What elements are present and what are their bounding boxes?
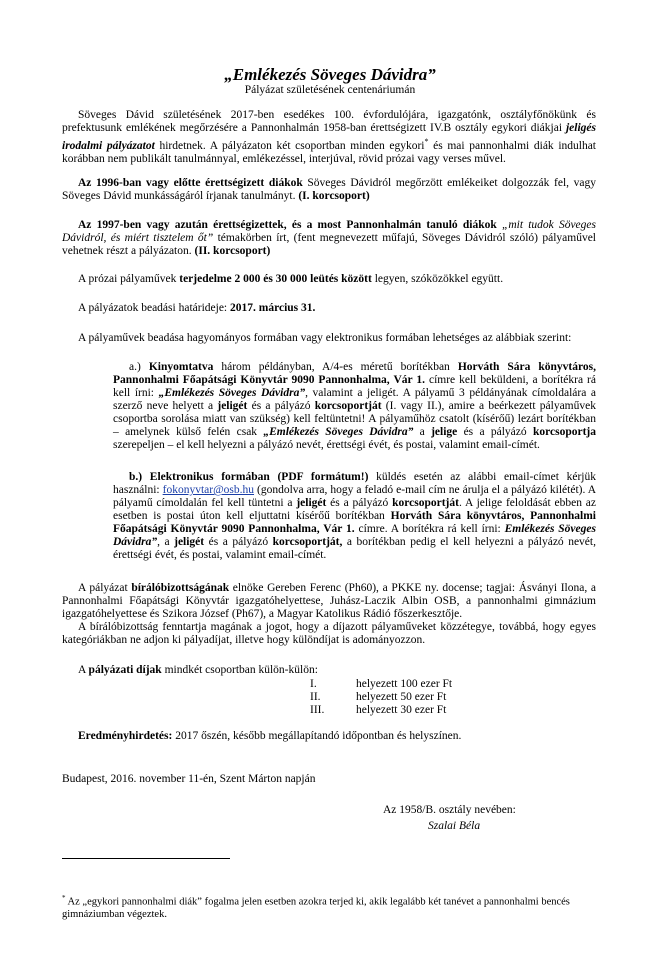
- option-a-t4: és a pályázó: [247, 400, 315, 412]
- prize-num-2: II.: [310, 691, 321, 703]
- option-a-bi2: „Emlékezés Söveges Dávidra”: [263, 426, 414, 438]
- footnote-divider: [62, 858, 230, 859]
- option-b-paragraph: [113, 471, 596, 562]
- length-limit: terjedelme 2 000 és 30 000 leütés között: [179, 273, 372, 285]
- document-title: „Emlékezés Söveges Dávidra”: [224, 65, 436, 84]
- option-b-bi1: Emlékezés Söveges Dávidra”: [113, 523, 596, 548]
- option-a-t5: (I. vagy II.), amire a beérkezett pályaművek csoportba sorolása miatt van szükség) kell feltüntetni! A pályaműhöz csatolt (kísérőű) lezárt borítékban – amelynek külső felén csak: [113, 400, 596, 438]
- prize-num-3: III.: [310, 704, 325, 716]
- footnote-sup: *: [62, 893, 66, 902]
- footnote-marker: *: [424, 137, 429, 146]
- option-b-b5: jeligét: [174, 536, 205, 548]
- document-subtitle: Pályázat születésének centenáriumán: [244, 84, 416, 96]
- option-a-t1: három példányban, A/4-es méretű borítékban: [213, 361, 458, 373]
- group1-label: (I. korcsoport): [298, 190, 370, 202]
- option-a-b6: korcsoportja: [532, 426, 596, 438]
- results-b1: Eredményhirdetés:: [78, 730, 173, 742]
- length-text-1: A prózai pályaművek: [78, 273, 180, 285]
- intro-emphasis: jeligés irodalmi pályázatot: [62, 122, 596, 152]
- deadline-text: A pályázatok beadási határideje:: [78, 302, 230, 314]
- group2-who: Az 1997-ben vagy azután érettségizettek, és a most Pannonhalmán tanuló diákok: [78, 219, 497, 231]
- jury-t1: A pályázat: [78, 582, 132, 594]
- option-b-t3: és a pályázó: [326, 497, 393, 509]
- group2-text: témakörben írt, (fent megnevezett műfajú, Söveges Dávidról szóló) pályaművel vehetnek részt a pályázaton.: [62, 232, 596, 257]
- option-a-b3: jeligét: [217, 400, 248, 412]
- option-b-t2: (gondolva arra, hogy a feladó e-mail cím ne árulja el a pályázó kilétét). A pályamű címoldalán fel kell tüntetni a: [113, 484, 597, 509]
- place-date: Budapest, 2016. november 11-én, Szent Márton napján: [62, 773, 316, 785]
- prize-text-2: helyezett 50 ezer Ft: [356, 691, 447, 703]
- option-b-b4: Horváth Sára könyvtáros, Pannonhalmi Főapátsági Könyvtár 9090 Pannonhalma, Vár 1.: [113, 510, 596, 535]
- option-b-t7: és a pályázó: [204, 536, 273, 548]
- prize-num-1: I.: [310, 678, 317, 690]
- prize-text-1: helyezett 100 ezer Ft: [356, 678, 453, 690]
- option-b-t1: küldés esetén az alábbi email-címet kérjük használni:: [113, 471, 596, 496]
- group2-paragraph: [62, 219, 596, 258]
- group1-who: Az 1996-ban vagy előtte érettségizett diákok: [78, 177, 303, 189]
- jury-b1: bírálóbizottságának: [131, 582, 230, 594]
- intro-text-1: Söveges Dávid születésének 2017-ben esedékes 100. évfordulójára, igazgatónk, osztályfőnökünk és prefektusunk emlékének megőrzésére a Pannonhalmán 1958-ban érettségizett IV.B osztály egykori diákjai: [62, 109, 596, 134]
- option-a-t8: szerepeljen – el kell helyezni a pályázó nevét, érettségi évét, és postai, valamint email-címét.: [113, 439, 540, 451]
- prize-text-3: helyezett 30 ezer Ft: [356, 704, 447, 716]
- intro-text-2: hirdetnek. A pályázaton két csoportban minden egykori: [154, 139, 425, 152]
- option-b-t5: címre. A borítékra rá kell írni:: [354, 523, 505, 535]
- option-a-t6: a: [413, 426, 432, 438]
- option-b-b3: korcsoportját: [392, 497, 459, 509]
- length-text-2: legyen, szóközökkel együtt.: [371, 273, 504, 285]
- jury-paragraph: [62, 582, 596, 621]
- option-a-t3: , valamint a jeligét. A pályamű 3 példányának címoldalára a szerző neve helyett a: [113, 387, 596, 412]
- group1-text: Söveges Dávidról megőrzött emlékeiket dolgozzák fel, vagy Söveges Dávid munkásságáról írjanak tanulmányt.: [62, 177, 596, 202]
- option-a-paragraph: [113, 361, 596, 452]
- signature-name: Szalai Béla: [428, 820, 481, 832]
- option-b-b6: korcsoportját,: [272, 536, 343, 548]
- prizes-t1: A: [78, 664, 89, 676]
- results-t1: 2017 őszén, később megállapítandó időpontban és helyszínen.: [172, 730, 462, 742]
- signature-line: Az 1958/B. osztály nevében:: [383, 804, 516, 816]
- footnote-text: Az „egykori pannonhalmi diák” fogalma jelen esetben azokra terjed ki, akik legalább két tanévet a pannonhalmi bencés gimnáziumban végeztek.: [62, 896, 570, 920]
- length-paragraph: [62, 273, 596, 286]
- submission-intro: A pályaművek beadása hagyományos formában vagy elektronikus formában lehetséges az alábbiak szerint:: [78, 332, 572, 344]
- deadline-date: 2017. március 31.: [230, 302, 316, 314]
- library-address: Horváth Sára könyvtáros, Pannonhalmi Főapátsági Könyvtár 9090 Pannonhalma, Vár 1.: [113, 361, 596, 386]
- jury-t2: elnöke Gereben Ferenc (Ph60), a PKKE ny. docense; tagjai: Ásványi Ilona, a Pannonhalmi Főapátsági Könyvtár igazgatóhelyettese, Juhász-Laczik Albin OSB, a pannonhalmi gimnázium igazgatóhelyettese és Szikora József (Ph67), a Magyar Katolikus Rádió főszerkesztője.: [62, 582, 596, 620]
- prize-row-1: [310, 678, 452, 691]
- option-b-b1: b.) Elektronikus formában (PDF formátum!): [129, 471, 369, 483]
- results-paragraph: [62, 730, 596, 743]
- option-a-b4: korcsoportját: [314, 400, 382, 412]
- deadline-paragraph: [62, 302, 596, 315]
- intro-text-3: és mai pannonhalmi diák indulhat korábban nem publikált tanulmánnyal, emlékezéssel, interjúval, rövid prózai vagy verses művel.: [62, 139, 597, 165]
- prize-row-2: [310, 691, 452, 704]
- prizes-paragraph: [62, 664, 596, 677]
- option-b-t4: . A jelige feloldását ebben az esetben is postai úton kell eljuttatni kísérőű borítékban: [113, 497, 596, 522]
- option-a-t2: címre kell beküldeni, a borítékra rá kell írni:: [113, 374, 596, 399]
- option-a-bi1: „Emlékezés Söveges Dávidra”: [158, 387, 306, 399]
- email-link[interactable]: fokonyvtar@osb.hu: [162, 484, 255, 496]
- option-a-marker: a.): [129, 361, 149, 373]
- group1-paragraph: [62, 177, 596, 203]
- prize-list: [310, 678, 452, 717]
- footnote: [62, 892, 596, 922]
- intro-paragraph: [62, 109, 596, 166]
- option-b-b2: jeligét: [296, 497, 327, 509]
- prizes-b1: pályázati díjak: [88, 664, 162, 676]
- prizes-t2: mindkét csoportban külön-külön:: [161, 664, 318, 676]
- group2-topic: „mit tudok Söveges Dávidról, és miért tisztelem őt”: [62, 219, 596, 244]
- option-b-t8: a borítékban pedig el kell helyezni a pályázó nevét, érettségi évét, és postai, valamint email-címét.: [113, 536, 596, 561]
- option-a-b1: Kinyomtatva: [148, 361, 214, 373]
- option-a-t7: és a pályázó: [457, 426, 533, 438]
- option-b-t6: , a: [157, 536, 175, 548]
- option-a-b5: jelige: [431, 426, 458, 438]
- prize-row-3: [310, 704, 452, 717]
- group2-label: (II. korcsoport): [194, 245, 271, 257]
- jury-rights-paragraph: A bírálóbizottság fenntartja magának a jogot, hogy a díjazott pályaműveket közzétegye, továbbá, hogy egyes kategóriákban ne adjon ki pályadíjat, illetve hogy különdíjat is adományozzon.: [62, 621, 596, 646]
